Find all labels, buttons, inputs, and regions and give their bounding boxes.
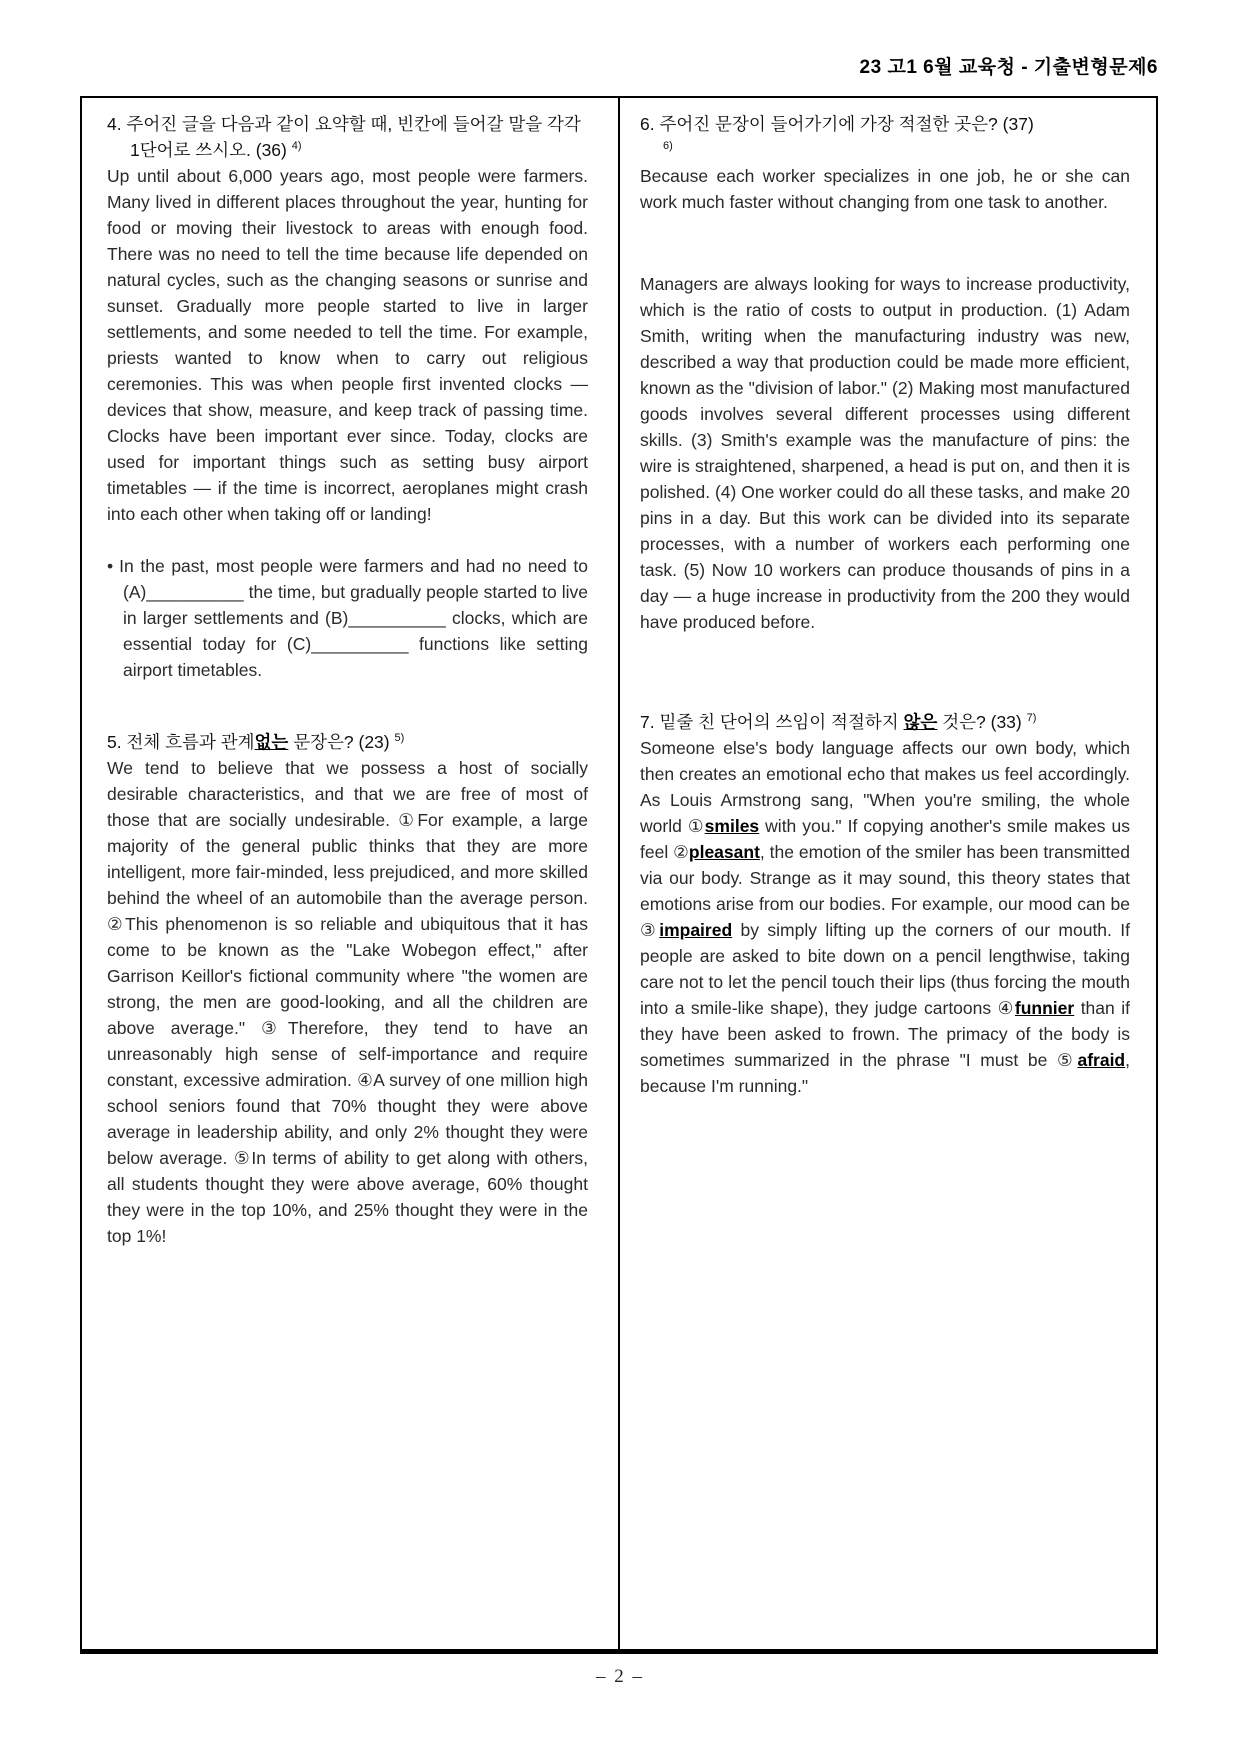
question-6-given-sentence: Because each worker specializes in one job, he or she can work much faster without changing from one task to another.: [640, 166, 1130, 212]
question-5-prompt-before: 5. 전체 흐름과 관계: [107, 732, 255, 752]
question-6: [640, 111, 1130, 635]
question-5-prompt-after: 문장은? (23): [288, 732, 395, 752]
question-4-prompt: [107, 111, 588, 163]
question-4-prompt-text: 4. 주어진 글을 다음과 같이 요약할 때, 빈칸에 들어갈 말을 각각 1단어로 쓰시오. (36): [107, 114, 581, 160]
question-5-prompt: [107, 729, 588, 755]
summary-bullet-icon: •: [107, 556, 114, 576]
right-column: [620, 98, 1156, 1649]
question-4-passage: Up until about 6,000 years ago, most people were farmers. Many lived in different places throughout the year, hunting for food or moving their livestock to areas with enough food. There was no need to tell the time because life depended on natural cycles, such as the changing seasons or sunrise and sunset. Gradually more people started to live in larger settlements, and some needed to tell the time. For example, priests wanted to know when to carry out religious ceremonies. This was when people first invented clocks — devices that show, measure, and keep track of passing time. Clocks have been important ever since. Today, clocks are used for important things such as setting busy airport timetables — if the time is incorrect, aeroplanes might crash into each other when taking off or landing!: [107, 166, 588, 524]
question-7-prompt-after: 것은? (33): [937, 712, 1027, 732]
question-6-prompt-text: 6. 주어진 문장이 들어가기에 가장 적절한 곳은? (37): [640, 114, 1034, 134]
question-6-footnote-marker: 6): [663, 140, 673, 153]
passage-segment: , because I'm running.": [640, 1050, 1130, 1096]
underlined-word-2-pleasant: pleasant: [688, 842, 760, 862]
question-6-prompt: [640, 111, 1130, 163]
question-5-footnote-marker: 5): [394, 732, 405, 745]
question-7-footnote-marker: 7): [1026, 712, 1037, 725]
passage-segment: by simply lifting up the corners of our mouth. If people are asked to bite down on a pencil lengthwise, taking care not to let the pencil touch their lips (thus forcing the mouth into a smile-like shape), they judge cartoons ④: [640, 920, 1130, 1018]
passage-segment: Someone else's body language affects our own body, which then creates an emotional echo that makes us feel accordingly. As Louis Armstrong sang, "When you're smiling, the whole world ①: [640, 738, 1130, 836]
question-4: [107, 111, 588, 683]
underlined-word-5-afraid: afraid: [1077, 1050, 1126, 1070]
question-4-summary-text: In the past, most people were farmers and had no need to (A)__________ the time, but gradually people started to live in larger settlements and (B)__________ clocks, which are essential today for (C)__________ functions like setting airport timetables.: [119, 556, 588, 680]
question-5-prompt-emphasis: 없는: [254, 732, 289, 752]
question-4-footnote-marker: 4): [291, 140, 302, 153]
question-4-summary: [107, 553, 588, 683]
passage-segment: with you." If copying another's smile makes us feel ②: [640, 816, 1130, 862]
question-7-prompt-before: 7. 밑줄 친 단어의 쓰임이 적절하지: [640, 712, 904, 732]
question-6-passage: Managers are always looking for ways to increase productivity, which is the ratio of costs to output in production. (1) Adam Smith, writing when the manufacturing industry was new, described a way that production could be made more efficient, known as the "division of labor." (2) Making most manufactured goods involves several different processes using different skills. (3) Smith's example was the manufacture of pins: the wire is straightened, sharpened, a head is put on, and then it is polished. (4) One worker could do all these tasks, and make 20 pins in a day. But this work can be divided into its separate processes, with a number of workers each performing one task. (5) Now 10 workers can produce thousands of pins in a day — a huge increase in productivity from the 200 they would have produced before.: [640, 274, 1130, 632]
passage-segment: , the emotion of the smiler has been transmitted via our body. Strange as it may sound, this theory states that emotions arise from our bodies. For example, our mood can be ③: [640, 842, 1130, 940]
question-7-prompt: [640, 709, 1130, 735]
question-7: [640, 709, 1130, 1099]
page-number: – 2 –: [596, 1666, 644, 1687]
passage-segment: than if they have been asked to frown. The primacy of the body is sometimes summarized in the phrase "I must be ⑤: [640, 998, 1130, 1070]
document-header-title: 23 고1 6월 교육청 - 기출변형문제6: [859, 57, 1158, 78]
question-5-passage: We tend to believe that we possess a host of socially desirable characteristics, and that we are free of most of those that are socially undesirable. ①For example, a large majority of the general public thinks that they are more intelligent, more fair-minded, less prejudiced, and more skilled behind the wheel of an automobile than the average person. ②This phenomenon is so reliable and ubiquitous that it has come to be known as the "Lake Wobegon effect," after Garrison Keillor's fictional community where "the women are strong, the men are good-looking, and all the children are above average." ③Therefore, they tend to have an unreasonably high sense of self-importance and require constant, excessive admiration. ④A survey of one million high school seniors found that 70% thought they were above average in leadership ability, and only 2% thought they were below average. ⑤In terms of ability to get along with others, all students thought they were above average, 60% thought they were in the top 10%, and 25% thought they were in the top 1%!: [107, 758, 588, 1246]
question-7-prompt-emphasis: 않은: [903, 712, 938, 732]
underlined-word-3-impaired: impaired: [659, 920, 733, 940]
exam-content-box: [80, 96, 1158, 1654]
question-5: [107, 729, 588, 1249]
underlined-word-1-smiles: smiles: [704, 816, 760, 836]
underlined-word-4-funnier: funnier: [1014, 998, 1075, 1018]
left-column: [82, 98, 618, 1649]
question-7-passage: [640, 735, 1130, 1099]
